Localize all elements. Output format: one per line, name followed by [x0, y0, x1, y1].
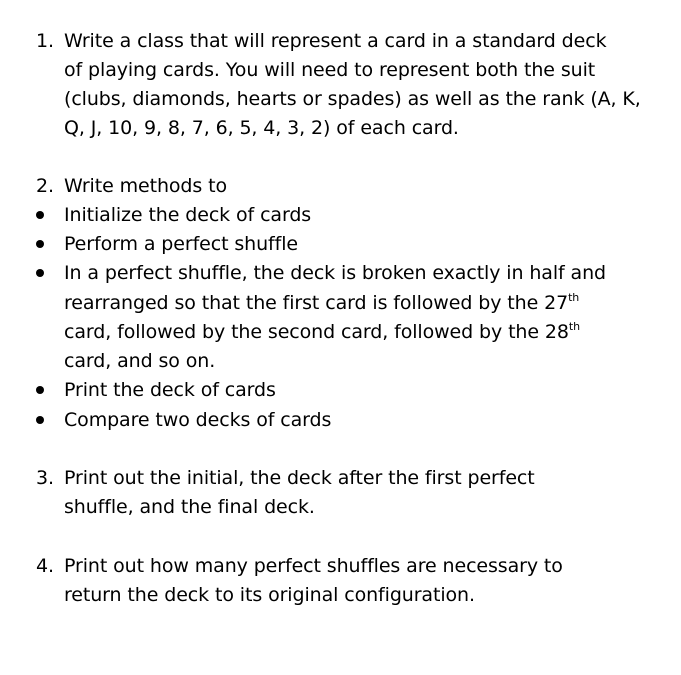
item-number-3: 3.: [36, 467, 54, 489]
bullet-initialize-deck: Initialize the deck of cards: [64, 204, 312, 226]
ordinal-suffix-27: th: [568, 290, 580, 304]
bullet-icon: [36, 386, 44, 394]
bullet-perfect-shuffle: Perform a perfect shuffle: [64, 233, 299, 255]
item-2-line-1: Write methods to: [64, 175, 227, 197]
bullet-shuffle-desc-line-1: In a perfect shuffle, the deck is broken exactly in half and: [64, 262, 607, 284]
ordinal-suffix-28: th: [568, 319, 580, 333]
item-1-line-3: (clubs, diamonds, hearts or spades) as well as the rank (A, K,: [64, 88, 641, 110]
bullet-shuffle-desc-line-2: rearranged so that the first card is followed by the 27th: [64, 290, 580, 314]
item-number-4: 4.: [36, 555, 54, 577]
item-3-line-1: Print out the initial, the deck after the first perfect: [64, 467, 535, 489]
bullet-icon: [36, 240, 44, 248]
item-number-2: 2.: [36, 175, 54, 197]
item-4-line-2: return the deck to its original configuration.: [64, 584, 475, 606]
bullet-compare-decks: Compare two decks of cards: [64, 409, 332, 431]
item-4-line-1: Print out how many perfect shuffles are necessary to: [64, 555, 563, 577]
bullet-icon: [36, 416, 44, 424]
bullet-icon: [36, 211, 44, 219]
bullet-shuffle-desc-line-4: card, and so on.: [64, 350, 216, 372]
item-1-line-4: Q, J, 10, 9, 8, 7, 6, 5, 4, 3, 2) of each card.: [64, 117, 459, 139]
bullet-print-deck: Print the deck of cards: [64, 379, 276, 401]
bullet-icon: [36, 269, 44, 277]
bullet-shuffle-desc-line-3: card, followed by the second card, followed by the 28th: [64, 319, 580, 343]
item-1-line-2: of playing cards. You will need to represent both the suit: [64, 59, 596, 81]
item-number-1: 1.: [36, 30, 54, 52]
item-1-line-1: Write a class that will represent a card in a standard deck: [64, 30, 607, 52]
item-3-line-2: shuffle, and the final deck.: [64, 496, 315, 518]
